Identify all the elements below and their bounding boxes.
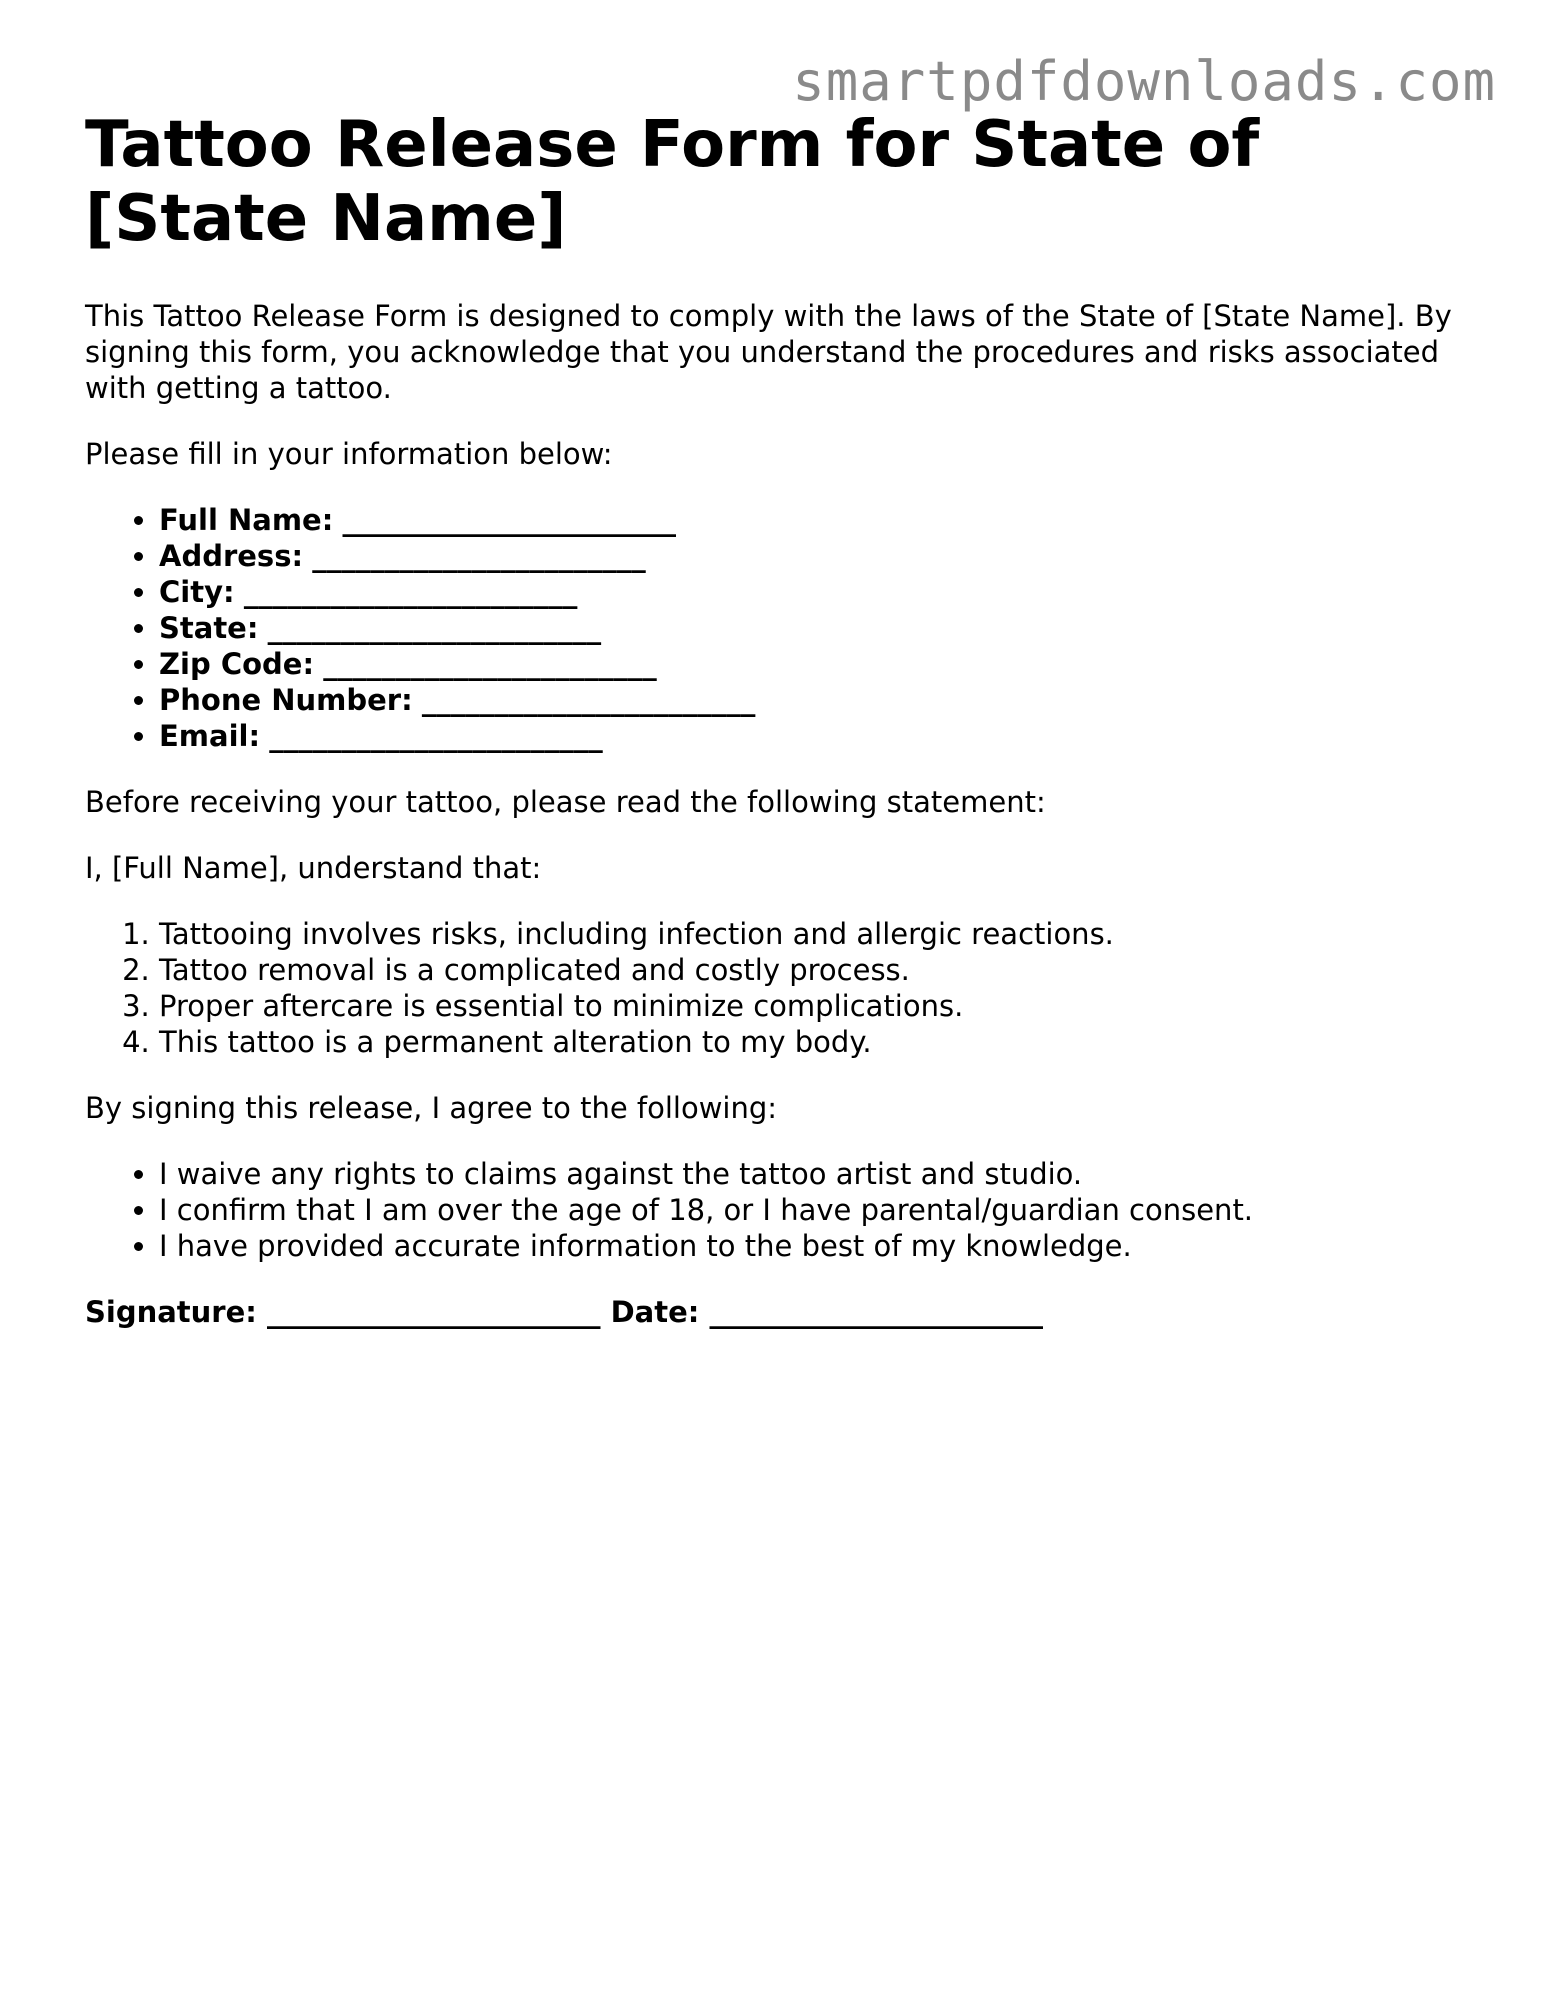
fill-prompt: Please fill in your information below: <box>85 437 613 472</box>
list-item: 1. Tattooing involves risks, including infection and allergic reactions. <box>159 916 1485 952</box>
field-full-name[interactable] <box>159 502 1485 538</box>
field-blank: _______________________ <box>267 611 602 646</box>
list-item: • I confirm that I am over the age of 18, or I have parental/guardian consent. <box>159 1192 1485 1228</box>
statement-prompt: Before receiving your tattoo, please read the following statement: <box>85 785 1046 820</box>
signature-label: Signature: <box>85 1295 257 1330</box>
list-item: 3. Proper aftercare is essential to minimize complications. <box>159 988 1485 1024</box>
field-label: City: <box>159 575 235 610</box>
field-blank: _______________________ <box>323 647 657 682</box>
date-field[interactable]: _______________________ <box>709 1295 1043 1330</box>
watermark: smartpdfdownloads.com <box>792 50 1496 113</box>
signature-row <box>85 1294 1485 1330</box>
field-blank: _______________________ <box>243 575 578 610</box>
field-label: Full Name: <box>159 503 334 538</box>
field-label: Zip Code: <box>159 647 315 682</box>
field-blank: _______________________ <box>269 719 603 754</box>
field-address[interactable] <box>159 538 1485 574</box>
date-label: Date: <box>610 1295 700 1330</box>
list-item: 2. Tattoo removal is a complicated and costly process. <box>159 952 1485 988</box>
understand-intro: I, [Full Name], understand that: <box>85 851 542 886</box>
intro-paragraph: This Tattoo Release Form is designed to comply with the laws of the State of [State Name]. By signing this form, you acknowledge that you understand the procedures and risks associated with getting a tattoo. <box>85 299 1452 406</box>
field-label: Address: <box>159 539 304 574</box>
field-email[interactable] <box>159 718 1485 754</box>
field-blank: _______________________ <box>421 683 756 718</box>
info-field-list <box>85 502 1485 754</box>
understanding-list <box>85 916 1485 1060</box>
field-blank: _______________________ <box>312 539 646 574</box>
field-phone-number[interactable] <box>159 682 1485 718</box>
field-blank: _______________________ <box>342 503 677 538</box>
field-label: Phone Number: <box>159 683 413 718</box>
field-state[interactable] <box>159 610 1485 646</box>
list-item: • I have provided accurate information to the best of my knowledge. <box>159 1228 1485 1264</box>
list-item: 4. This tattoo is a permanent alteration to my body. <box>159 1024 1485 1060</box>
field-label: Email: <box>159 719 261 754</box>
signature-field[interactable]: _______________________ <box>267 1295 601 1330</box>
page-title: Tattoo Release Form for State of [State Name] <box>85 108 1260 257</box>
list-item: • I waive any rights to claims against the tattoo artist and studio. <box>159 1156 1485 1192</box>
field-zip-code[interactable] <box>159 646 1485 682</box>
document-page <box>85 108 1485 1330</box>
field-label: State: <box>159 611 259 646</box>
agree-intro: By signing this release, I agree to the following: <box>85 1091 778 1126</box>
field-city[interactable] <box>159 574 1485 610</box>
agreement-list <box>85 1156 1485 1264</box>
